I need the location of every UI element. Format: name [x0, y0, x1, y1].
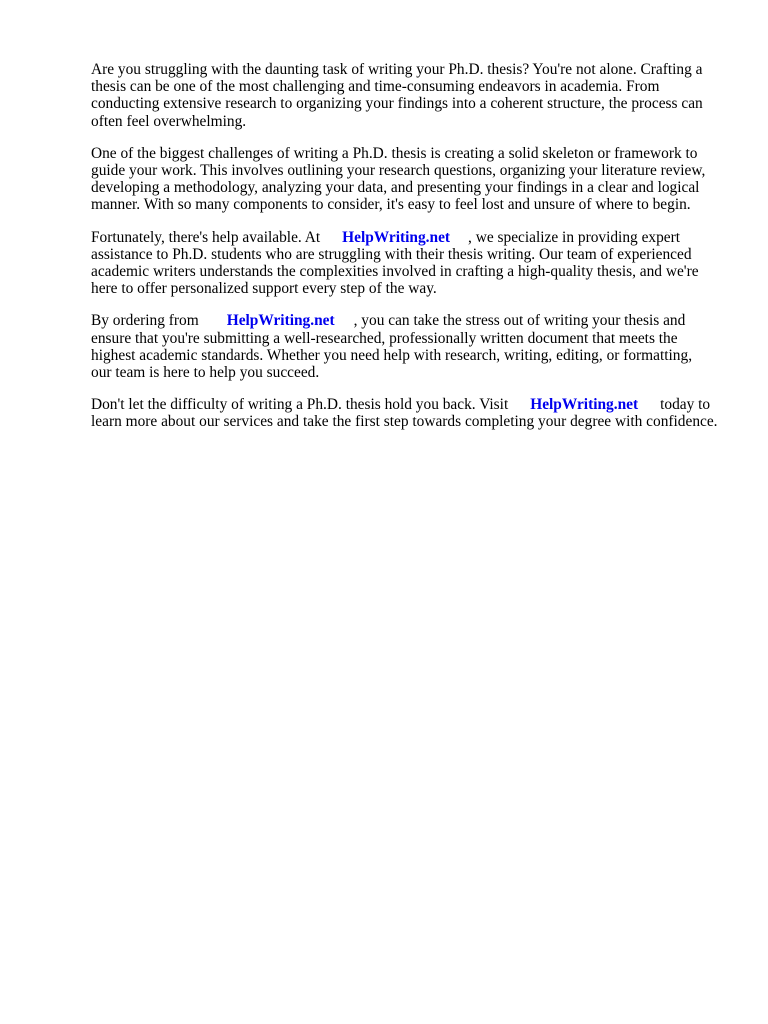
text-line: ensure that you're submitting a well-researched, professionally written document that meets the — [91, 329, 678, 347]
paragraph-intro — [91, 61, 731, 130]
text-line: our team is here to help you succeed. — [91, 364, 320, 382]
helpwriting-link[interactable]: HelpWriting.net — [342, 228, 451, 246]
text-line — [91, 229, 731, 246]
text-line: assistance to Ph.D. students who are struggling with their thesis writing. Our team of experienced — [91, 245, 692, 263]
text-line: conducting extensive research to organizing your findings into a coherent structure, the process can — [91, 95, 703, 113]
text-line: One of the biggest challenges of writing a Ph.D. thesis is creating a solid skeleton or framework to — [91, 144, 698, 162]
text-line: Are you struggling with the daunting task of writing your Ph.D. thesis? You're not alone. Crafting a — [91, 61, 703, 78]
text-line: learn more about our services and take the first step towards completing your degree with confidence. — [91, 413, 718, 431]
text-line: thesis can be one of the most challenging and time-consuming endeavors in academia. From — [91, 78, 660, 96]
text-line — [91, 396, 731, 413]
paragraph-ordering — [91, 312, 731, 381]
helpwriting-link[interactable]: HelpWriting.net — [226, 312, 335, 330]
helpwriting-link[interactable]: HelpWriting.net — [530, 396, 639, 414]
text-line: manner. With so many components to consider, it's easy to feel lost and unsure of where to begin. — [91, 196, 691, 214]
text-line: highest academic standards. Whether you need help with research, writing, editing, or formatting, — [91, 346, 693, 364]
text-line: guide your work. This involves outlining your research questions, organizing your literature review, — [91, 162, 706, 180]
document-body — [91, 61, 731, 446]
text-line: developing a methodology, analyzing your data, and presenting your findings in a clear and logical — [91, 179, 700, 197]
text-line — [91, 312, 731, 329]
text-segment: Don't let the difficulty of writing a Ph.D. thesis hold you back. Visit — [91, 396, 509, 414]
text-segment: , you can take the stress out of writing your thesis and — [353, 312, 686, 330]
text-segment: Fortunately, there's help available. At — [91, 228, 321, 246]
text-line: academic writers understands the complexities involved in crafting a high-quality thesis, and we're — [91, 263, 699, 281]
text-line: often feel overwhelming. — [91, 112, 247, 130]
paragraph-help-available — [91, 229, 731, 298]
text-segment: By ordering from — [91, 312, 199, 330]
text-segment: today to — [660, 396, 711, 414]
paragraph-challenges — [91, 145, 731, 214]
text-line: here to offer personalized support every step of the way. — [91, 280, 437, 298]
text-segment: , we specialize in providing expert — [468, 228, 681, 246]
paragraph-call-to-action — [91, 396, 731, 430]
